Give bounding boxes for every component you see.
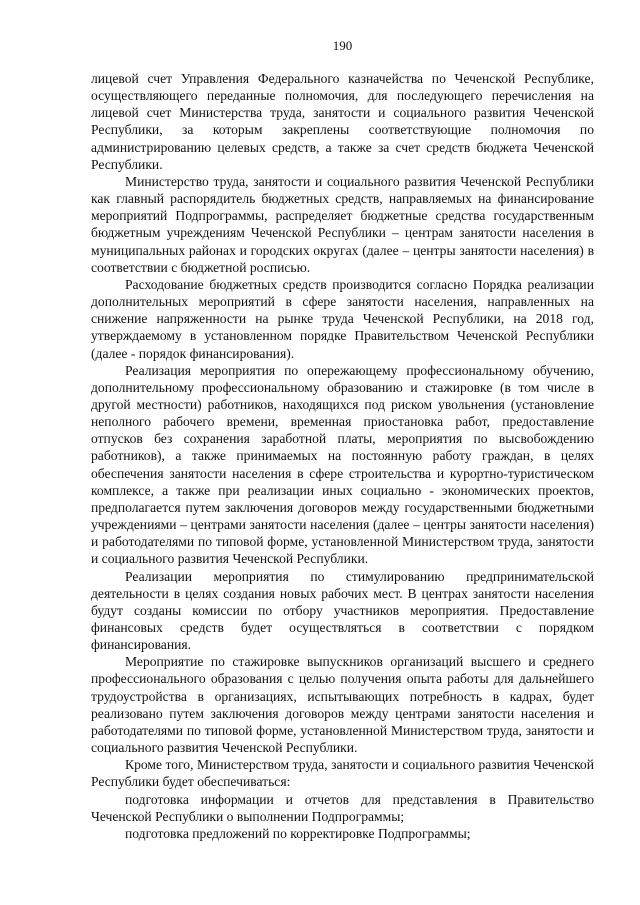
paragraph-training-measure: Реализация мероприятия по опережающему профессиональному обучению, дополнительному профессиональному образованию и стажировке (в том числе в другой местности) работников, находящихся под риском увольнения (установление неполного рабочего времени, временная приостановка работ, предоставление отпусков без сохранения заработной платы, мероприятия по высвобождению работников), а также принимаемых на постоянную работу граждан, в целях обеспечения занятости населения в сфере строительства и курортно-туристическом комплексе, а также при реализации иных социально - экономических проектов, предполагается путем заключения договоров между государственными бюджетными учреждениями – центрами занятости населения (далее – центры занятости населения) и работодателями по типовой форме, установленной Министерством труда, занятости и социального развития Чеченской Республики. [91, 362, 594, 567]
paragraph-spending-procedure: Расходование бюджетных средств производится согласно Порядка реализации дополнительных мероприятий в сфере занятости населения, направленных на снижение напряженности на рынке труда Чеченской Республики, на 2018 год, утверждаемому в установленном порядке Правительством Чеченской Республики (далее - порядок финансирования). [91, 276, 594, 361]
paragraph-entrepreneurship-measure: Реализации мероприятия по стимулированию предпринимательской деятельности в целях создания новых рабочих мест. В центрах занятости населения будут созданы комиссии по отбору участников мероприятия. Предоставление финансовых средств будет осуществляться в соответствии с порядком финансирования. [91, 568, 594, 653]
paragraph-internship-measure: Мероприятие по стажировке выпускников организаций высшего и среднего профессионального образования с целью получения опыта работы для дальнейшего трудоустройства в организациях, испытывающих потребность в кадрах, будет реализовано путем заключения договоров между центрами занятости населения и работодателями по типовой форме, установленной Министерством труда, занятости и социального развития Чеченской Республики. [91, 654, 594, 756]
paragraph-budget-distribution: Министерство труда, занятости и социального развития Чеченской Республики как главный распорядитель бюджетных средств, направляемых на финансирование мероприятий Подпрограммы, распределяет бюджетные средства государственным бюджетным учреждениям Чеченской Республики – центрам занятости населения в муниципальных районах и городских округах (далее – центры занятости населения) в соответствии с бюджетной росписью. [91, 173, 594, 275]
paragraph-ministry-duties: Кроме того, Министерством труда, занятости и социального развития Чеченской Республики будет обеспечиваться: [91, 757, 594, 790]
list-item-reports: подготовка информации и отчетов для представления в Правительство Чеченской Республики о выполнении Подпрограммы; [91, 791, 594, 824]
page-number: 190 [332, 38, 353, 53]
list-item-corrections: подготовка предложений по корректировке Подпрограммы; [125, 825, 471, 841]
paragraph-continuation: лицевой счет Управления Федерального казначейства по Чеченской Республике, осуществляющего переданные полномочия, для последующего перечисления на лицевой счет Министерства труда, занятости и социального развития Чеченской Республики, за которым закреплены соответствующие полномочия по администрированию целевых средств, а также за счет средств бюджета Чеченской Республики. [91, 71, 594, 172]
document-body [91, 70, 594, 842]
